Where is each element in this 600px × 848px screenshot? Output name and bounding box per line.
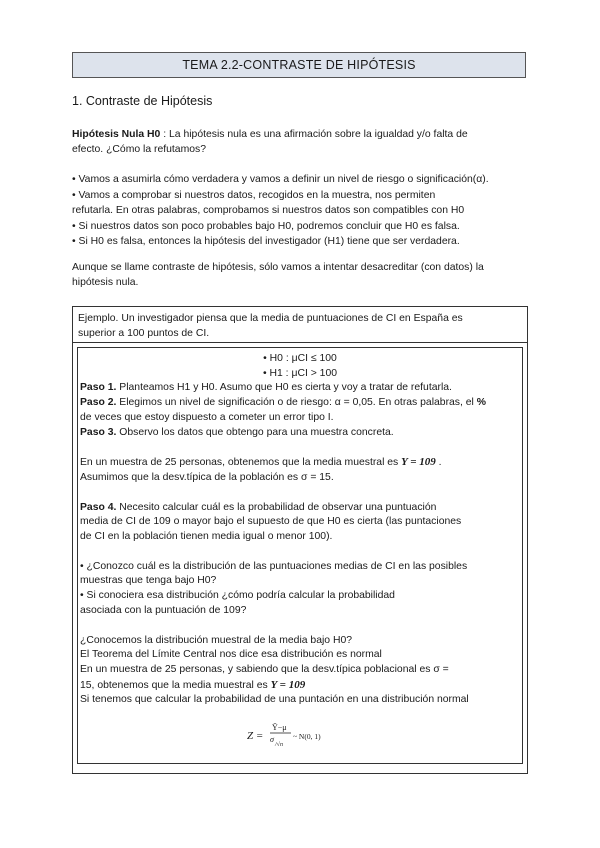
intro-text-1: : La hipótesis nula es una afirmación sobre la igualdad y/o falta de [160, 129, 468, 140]
note-line-1: Aunque se llame contraste de hipótesis, sólo vamos a intentar desacreditar (con datos) la [72, 262, 484, 273]
step-4-label: Paso 4. [80, 501, 117, 513]
question-2-line-2: asociada con la puntuación de 109? [80, 604, 247, 616]
sample-line-1-text: En un muestra de 25 personas, obtenemos que la media muestral es [80, 457, 402, 469]
list-item: • Si nuestros datos son poco probables bajo H0, podremos concluir que H0 es falsa. [72, 220, 460, 232]
question-1-line-1: • ¿Conozco cuál es la distribución de las puntuaciones medias de CI en las posibles [80, 560, 468, 572]
step-3-text: Observo los datos que obtengo para una muestra concreta. [116, 426, 394, 438]
sample-line-1 [80, 455, 520, 471]
distribution-question: ¿Conocemos la distribución muestral de la media bajo H0? [80, 634, 353, 646]
section-heading: 1. Contraste de Hipótesis [72, 94, 213, 108]
hypothesis-h0: • H0 : μCI ≤ 100 [263, 353, 337, 364]
sample-line-1-end: . [435, 457, 442, 469]
list-item: • Vamos a comprobar si nuestros datos, recogidos en la muestra, nos permiten [72, 189, 436, 201]
step-4-text-2: media de CI de 109 o mayor bajo el supuesto de que H0 es cierta (las puntaciones [80, 516, 462, 528]
step-2-percent: % [476, 397, 486, 409]
step-4-text-3: de CI en la población tienen media igual o menor 100). [80, 531, 333, 543]
formula-numerator: Ȳ−μ [272, 723, 287, 733]
hypothesis-h1: • H1 : μCI > 100 [262, 367, 338, 379]
sample-line-2: Asumimos que la desv.típica de la población es σ = 15. [80, 471, 334, 483]
example-body [77, 347, 523, 764]
example-header-line-2: superior a 100 puntos de CI. [78, 328, 210, 339]
step-2-text-2: de veces que estoy dispuesto a cometer un error tipo I. [80, 411, 334, 423]
step-3-label: Paso 3. [80, 426, 117, 438]
distribution-line-3: En un muestra de 25 personas, y sabiendo que la desv.típica poblacional es σ = [80, 663, 449, 675]
sample-mean-expression: Y = 109 [401, 456, 436, 469]
intro-paragraph [72, 127, 528, 158]
example-header [73, 307, 527, 343]
distribution-answer: El Teorema del Límite Central nos dice esa distribución es normal [80, 649, 382, 661]
step-4-text-1: Necesito calcular cuál es la probabilidad de observar una puntuación [116, 501, 437, 513]
formula-rhs: ~ N(0, 1) [293, 732, 321, 742]
intro-term: Hipótesis Nula H0 [72, 129, 161, 140]
step-1-label: Paso 1. [80, 382, 117, 394]
question-1-line-2: muestras que tenga bajo H0? [80, 575, 217, 587]
z-score-formula [80, 720, 520, 756]
note-line-2: hipótesis nula. [72, 277, 139, 289]
distribution-line-4-text: 15, obtenemos que la media muestral es [80, 679, 271, 691]
bullet-list [72, 172, 532, 250]
example-box [72, 306, 528, 774]
step-4 [80, 501, 520, 516]
example-header-line-1: Ejemplo. Un investigador piensa que la media de puntuaciones de CI en España es [78, 313, 463, 324]
distribution-line-4 [80, 678, 520, 694]
distribution-line-5: Si tenemos que calcular la probabilidad de una puntación en una distribución normal [80, 694, 469, 706]
formula-denominator-sigma: σ [270, 735, 274, 745]
page-title-text: TEMA 2.2-CONTRASTE DE HIPÓTESIS [182, 58, 416, 72]
list-item: refutarla. En otras palabras, comprobamos si nuestros datos son compatibles con H0 [72, 205, 465, 217]
note-paragraph [72, 260, 528, 291]
step-2 [80, 396, 520, 411]
formula-denominator-root: /√n [275, 742, 283, 749]
step-1 [80, 381, 520, 396]
step-3 [80, 426, 520, 441]
formula-lhs: Z = [247, 730, 264, 743]
question-2-line-1: • Si conociera esa distribución ¿cómo podría calcular la probabilidad [80, 590, 395, 602]
step-2-label: Paso 2. [80, 397, 117, 409]
list-item: • Vamos a asumirla cómo verdadera y vamos a definir un nivel de riesgo o significación(α). [72, 174, 489, 185]
sample-mean-expression-2: Y = 109 [270, 678, 306, 691]
page-title [72, 52, 526, 78]
z-formula-graphic [245, 720, 355, 750]
list-item: • Si H0 es falsa, entonces la hipótesis del investigador (H1) tiene que ser verdadera. [72, 236, 460, 248]
intro-text-2: efecto. ¿Cómo la refutamos? [72, 144, 206, 156]
step-1-text: Planteamos H1 y H0. Asumo que H0 es cierta y voy a tratar de refutarla. [116, 382, 452, 394]
step-2-text-1: Elegimos un nivel de significación o de riesgo: α = 0,05. En otras palabras, el [116, 397, 477, 409]
